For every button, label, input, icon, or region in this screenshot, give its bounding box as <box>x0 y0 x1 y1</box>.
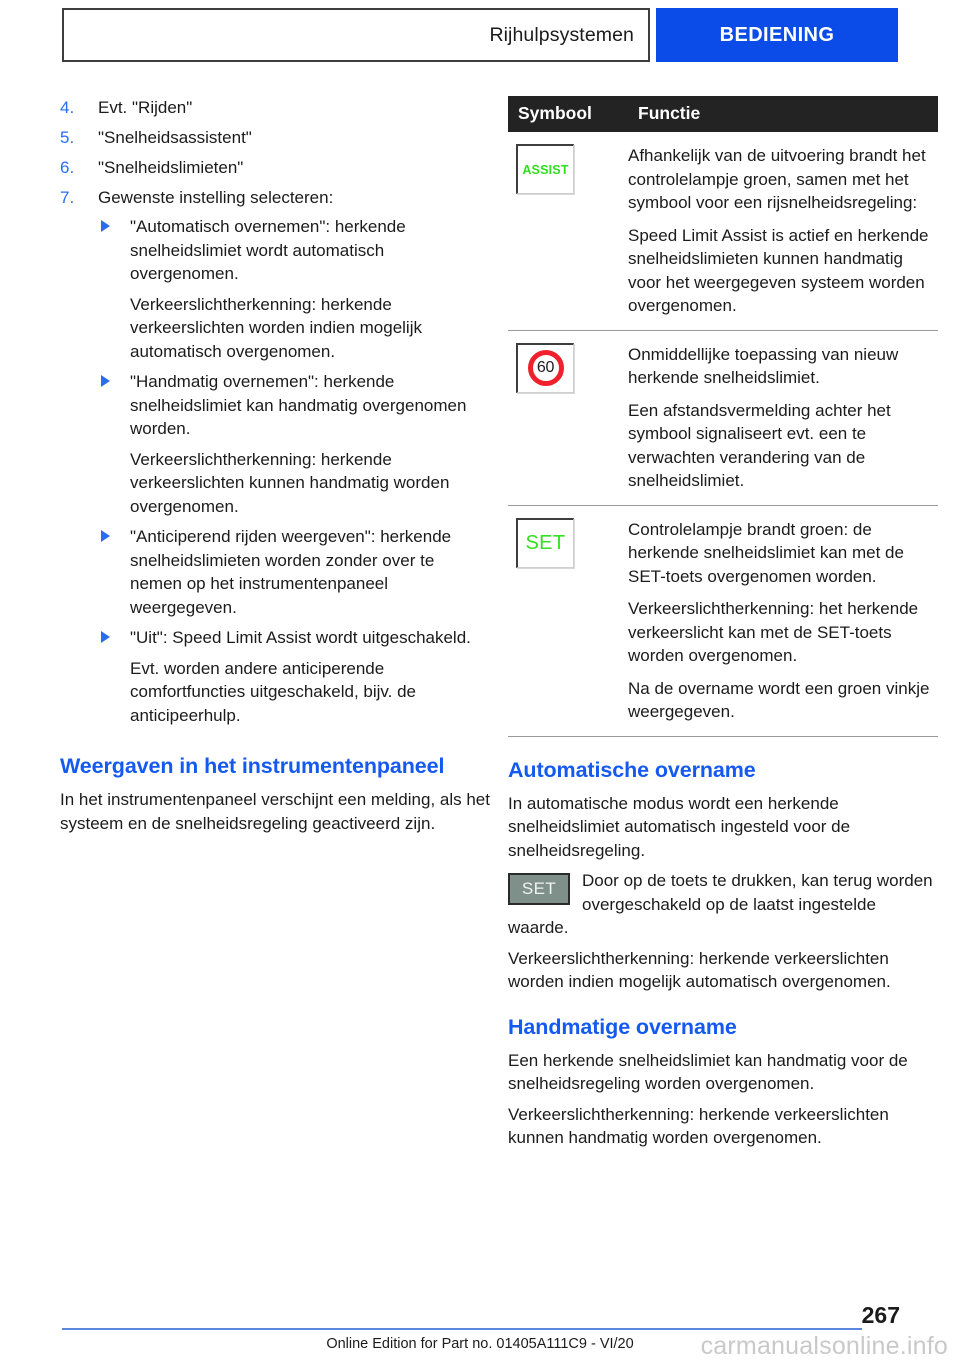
set-key-button-icon <box>508 873 570 905</box>
table-row <box>508 132 938 330</box>
list-item <box>60 156 490 179</box>
function-cell <box>628 330 938 505</box>
step-text: Evt. "Rijden" <box>98 98 193 117</box>
triangle-bullet-icon <box>101 220 110 232</box>
function-text: Onmiddellijke toepassing van nieuw herkende snelheidslimiet. <box>628 344 899 387</box>
list-item <box>98 215 490 363</box>
function-cell <box>628 132 938 330</box>
speed-limit-value: 60 <box>536 359 555 376</box>
step-text: Gewenste instelling selecteren: <box>98 188 334 207</box>
step-text: "Snelheidsassistent" <box>98 128 252 147</box>
list-item <box>98 525 490 619</box>
list-item <box>60 96 490 119</box>
right-column <box>508 96 938 1157</box>
section-tab-label: BEDIENING <box>719 23 835 46</box>
breadcrumb <box>62 8 650 62</box>
option-note: Verkeerslichtherkenning: herkende verkeerslichten kunnen handmatig worden overgenomen. <box>130 449 450 516</box>
speed-limit-circle <box>528 350 564 386</box>
set-key-description: Door op de toets te drukken, kan terug worden overgeschakeld op de laatst ingestelde waarde. <box>508 871 933 937</box>
procedure-step-list <box>60 96 490 727</box>
watermark: carmanualsonline.info <box>700 1332 948 1360</box>
set-key-label: SET <box>521 879 557 898</box>
symbol-cell <box>508 330 628 505</box>
page-title-manual-takeover: Handmatige overname <box>508 1014 737 1039</box>
step-number: 7. <box>60 188 75 207</box>
list-item <box>98 370 490 518</box>
set-key-paragraph <box>508 869 938 947</box>
table-row <box>508 505 938 736</box>
automatic-intro-text: In automatische modus wordt een herkende snelheidslimiet automatisch ingesteld voor de snelheidsregeling. <box>508 793 851 860</box>
option-note: Evt. worden andere anticiperende comfortfuncties uitgeschakeld, bijv. de anticipeerhulp. <box>130 658 416 725</box>
function-cell <box>628 505 938 736</box>
column-header-function: Functie <box>628 96 938 132</box>
function-text: Afhankelijk van de uitvoering brandt het controlelampje groen, samen met het symbool voor een rijsnelheidsregeling: <box>628 146 926 212</box>
set-indicator-icon <box>516 518 574 568</box>
step-text: "Snelheidslimieten" <box>98 158 244 177</box>
table-body <box>508 132 938 736</box>
step-number: 5. <box>60 128 75 147</box>
manual-text-2: Verkeerslichtherkenning: herkende verkeerslichten kunnen handmatig worden overgenomen. <box>508 1104 889 1147</box>
symbol-cell <box>508 132 628 330</box>
table-header-row <box>508 96 938 132</box>
table-header <box>508 96 938 132</box>
setting-option-list <box>98 215 490 727</box>
assist-icon-label: ASSIST <box>522 162 569 177</box>
table-row <box>508 330 938 505</box>
speed-limit-sign-icon <box>516 343 574 393</box>
option-text: "Handmatig overnemen": herkende snelheidslimiet kan handmatig overgenomen worden. <box>130 372 467 438</box>
section-tab <box>656 8 898 62</box>
breadcrumb-label: Rijhulpsystemen <box>489 23 634 46</box>
page-number: 267 <box>861 1302 900 1328</box>
function-text: Een afstandsvermelding achter het symbool signaliseert evt. een te verwachten verandering van de snelheidslimiet. <box>628 400 891 490</box>
function-text: Controlelampje brandt groen: de herkende snelheidslimiet kan met de SET-toets overgenomen worden. <box>628 519 904 586</box>
displays-body-text: In het instrumentenpaneel verschijnt een melding, als het systeem en de snelheidsregeling geactiveerd zijn. <box>60 790 490 833</box>
function-text: Verkeerslichtherkenning: het herkende verkeerslicht kan met de SET-toets worden overgenomen. <box>628 599 919 665</box>
function-text: Na de overname wordt een groen vinkje weergegeven. <box>628 678 930 721</box>
symbol-function-table <box>508 96 938 737</box>
function-text: Speed Limit Assist is actief en herkende snelheidslimieten kunnen handmatig voor het weergegeven systeem worden overgenomen. <box>628 225 929 315</box>
automatic-traffic-light-text: Verkeerslichtherkenning: herkende verkeerslichten worden indien mogelijk automatisch overgenomen. <box>508 948 891 991</box>
triangle-bullet-icon <box>101 530 110 542</box>
page-header <box>62 8 898 62</box>
set-icon-label: SET <box>525 531 566 554</box>
footer-divider <box>62 1328 862 1330</box>
triangle-bullet-icon <box>101 631 110 643</box>
manual-text-1: Een herkende snelheidslimiet kan handmatig voor de snelheidsregeling worden overgenomen. <box>508 1050 908 1093</box>
step-number: 6. <box>60 158 75 177</box>
assist-indicator-icon <box>516 144 574 194</box>
page-footer <box>0 1300 960 1362</box>
step-number: 4. <box>60 98 75 117</box>
option-text: "Automatisch overnemen": herkende snelheidslimiet wordt automatisch overgenomen. <box>130 217 406 283</box>
option-text: "Anticiperend rijden weergeven": herkende snelheidslimieten worden zonder over te nemen op het instrumentenpaneel weergegeven. <box>130 527 452 617</box>
page-title-displays: Weergaven in het instrumentenpaneel <box>60 754 445 778</box>
option-text: "Uit": Speed Limit Assist wordt uitgeschakeld. <box>130 628 471 647</box>
list-item <box>98 626 490 727</box>
edition-note: Online Edition for Part no. 01405A111C9 - VI/20 <box>326 1336 634 1352</box>
list-item <box>60 126 490 149</box>
page-title-automatic-takeover: Automatische overname <box>508 757 756 782</box>
left-column <box>60 96 490 842</box>
column-header-symbol: Symbool <box>508 96 628 132</box>
symbol-cell <box>508 505 628 736</box>
option-note: Verkeerslichtherkenning: herkende verkeerslichten worden indien mogelijk automatisch overgenomen. <box>130 294 422 361</box>
list-item <box>60 186 490 727</box>
triangle-bullet-icon <box>101 375 110 387</box>
